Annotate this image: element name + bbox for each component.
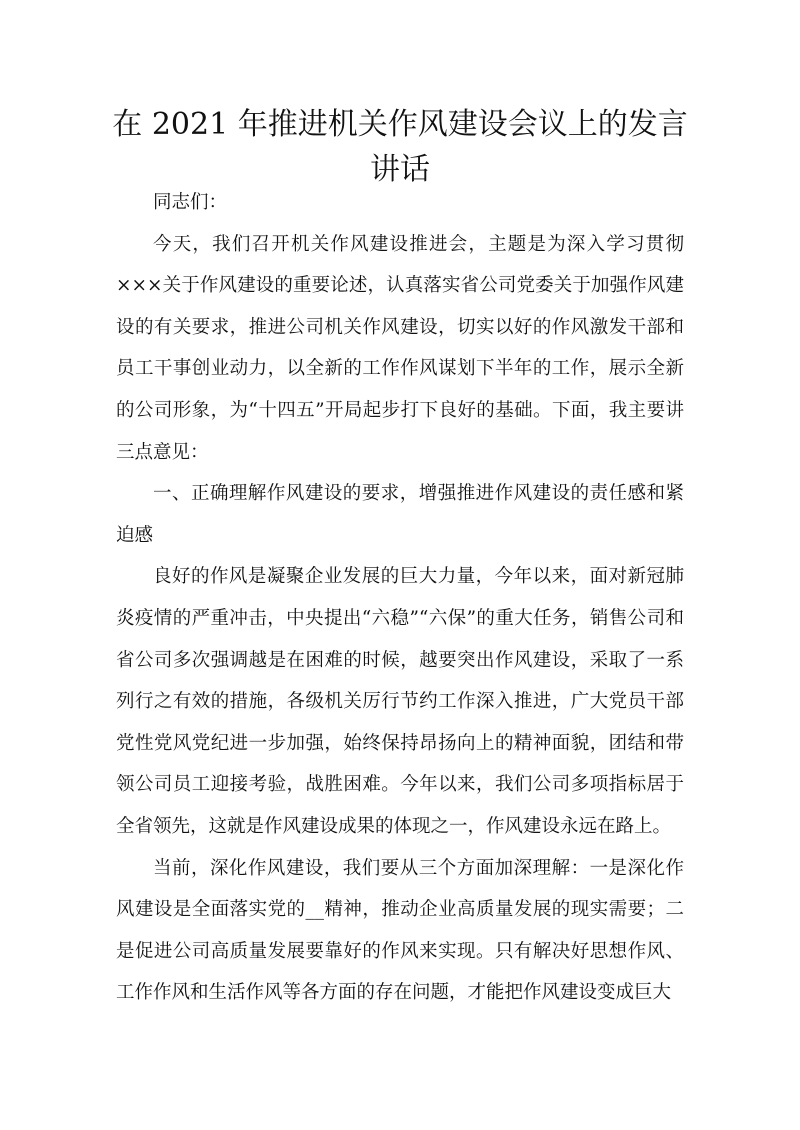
body-paragraph: 今天，我们召开机关作风建设推进会，主题是为深入学习贯彻×××关于作风建设的重要论述，认真落实省公司党委关于加强作风建设的有关要求，推进公司机关作风建设，切实以好的作风激发干部和员工干事创业动力，以全新的工作作风谋划下半年的工作，展示全新的公司形象，为“十四五”开局起步打下良好的基础。下面，我主要讲三点意见： [116, 233, 684, 463]
document-title: 在 2021 年推进机关作风建设会议上的发言讲话 [112, 107, 688, 187]
section-heading: 一、正确理解作风建设的要求，增强推进作风建设的责任感和紧迫感 [116, 483, 684, 546]
body-paragraph: 良好的作风是凝聚企业发展的巨大力量，今年以来，面对新冠肺炎疫情的严重冲击，中央提出“六稳”“六保”的重大任务，销售公司和省公司多次强调越是在困难的时候，越要突出作风建设，采取了一系列行之有效的措施，各级机关厉行节约工作深入推进，广大党员干部党性党风党纪进一步加强，始终保持昂扬向上的精神面貌，团结和带领公司员工迎接考验，战胜困难。今年以来，我们公司多项指标居于全省领先，这就是作风建设成果的体现之一，作风建设永远在路上。 [116, 566, 684, 837]
salutation-paragraph: 同志们： [153, 192, 228, 213]
document-body [116, 182, 684, 1014]
body-paragraph: 当前，深化作风建设，我们要从三个方面加深理解：一是深化作风建设是全面落实党的__精神，推动企业高质量发展的现实需要；二是促进公司高质量发展要靠好的作风来实现。只有解决好思想作风、工作作风和生活作风等各方面的存在问题，才能把作风建设变成巨大 [116, 857, 684, 1004]
